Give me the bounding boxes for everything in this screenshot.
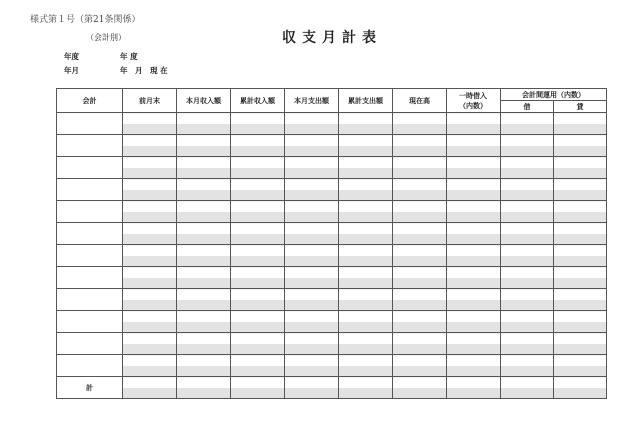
amount-cell[interactable] xyxy=(339,333,393,355)
amount-cell[interactable] xyxy=(501,157,554,179)
amount-cell[interactable] xyxy=(231,311,285,333)
col-header: 一時借入（内数） xyxy=(447,89,501,113)
amount-cell[interactable] xyxy=(339,113,393,135)
amount-cell[interactable] xyxy=(231,289,285,311)
col-header: 前月末 xyxy=(123,89,177,113)
amount-cell[interactable] xyxy=(177,289,231,311)
amount-cell[interactable] xyxy=(285,223,339,245)
amount-cell[interactable] xyxy=(447,245,501,267)
amount-cell[interactable] xyxy=(231,179,285,201)
amount-cell[interactable] xyxy=(501,113,554,135)
amount-cell[interactable] xyxy=(393,377,447,399)
amount-cell[interactable] xyxy=(447,289,501,311)
amount-cell[interactable] xyxy=(393,333,447,355)
amount-cell[interactable] xyxy=(339,355,393,377)
month-label: 年月 xyxy=(64,66,79,75)
amount-cell[interactable] xyxy=(177,157,231,179)
amount-cell[interactable] xyxy=(447,179,501,201)
table-row xyxy=(57,267,607,289)
amount-cell[interactable] xyxy=(393,245,447,267)
amount-cell[interactable] xyxy=(231,201,285,223)
amount-cell[interactable] xyxy=(339,267,393,289)
table-row xyxy=(57,333,607,355)
amount-cell[interactable] xyxy=(285,311,339,333)
page-title: 収支月計表 xyxy=(282,30,382,46)
amount-cell[interactable] xyxy=(554,355,607,377)
table-row xyxy=(57,113,607,135)
amount-cell[interactable] xyxy=(285,201,339,223)
table-row xyxy=(57,355,607,377)
monthly-balance-table xyxy=(56,88,607,399)
amount-cell[interactable] xyxy=(123,311,177,333)
col-header: 累計収入額 xyxy=(231,89,285,113)
amount-cell[interactable] xyxy=(447,267,501,289)
form-number: 様式第１号（第21条関係） xyxy=(30,15,141,25)
amount-cell[interactable] xyxy=(123,113,177,135)
amount-cell[interactable] xyxy=(393,267,447,289)
account-cell[interactable] xyxy=(57,157,123,179)
amount-cell[interactable] xyxy=(123,223,177,245)
amount-cell[interactable] xyxy=(554,113,607,135)
amount-cell[interactable] xyxy=(554,135,607,157)
table-row xyxy=(57,377,607,399)
amount-cell[interactable] xyxy=(123,267,177,289)
amount-cell[interactable] xyxy=(231,245,285,267)
amount-cell[interactable] xyxy=(123,245,177,267)
amount-cell[interactable] xyxy=(339,377,393,399)
amount-cell[interactable] xyxy=(231,113,285,135)
col-header: 本月収入額 xyxy=(177,89,231,113)
amount-cell[interactable] xyxy=(447,223,501,245)
amount-cell[interactable] xyxy=(285,377,339,399)
amount-cell[interactable] xyxy=(285,289,339,311)
amount-cell[interactable] xyxy=(393,135,447,157)
table-row xyxy=(57,311,607,333)
amount-cell[interactable] xyxy=(339,135,393,157)
table-row xyxy=(57,135,607,157)
amount-cell[interactable] xyxy=(447,311,501,333)
amount-cell[interactable] xyxy=(554,201,607,223)
amount-cell[interactable] xyxy=(447,157,501,179)
month-value: 年 月 現 在 xyxy=(120,66,168,75)
account-cell[interactable] xyxy=(57,135,123,157)
amount-cell[interactable] xyxy=(447,201,501,223)
amount-cell[interactable] xyxy=(285,267,339,289)
amount-cell[interactable] xyxy=(501,355,554,377)
amount-cell[interactable] xyxy=(501,179,554,201)
amount-cell[interactable] xyxy=(177,223,231,245)
fiscal-year-label: 年度 xyxy=(64,52,79,61)
amount-cell[interactable] xyxy=(501,245,554,267)
amount-cell[interactable] xyxy=(177,311,231,333)
amount-cell[interactable] xyxy=(554,289,607,311)
amount-cell[interactable] xyxy=(177,267,231,289)
amount-cell[interactable] xyxy=(285,355,339,377)
amount-cell[interactable] xyxy=(501,311,554,333)
amount-cell[interactable] xyxy=(393,113,447,135)
amount-cell[interactable] xyxy=(123,333,177,355)
table-row xyxy=(57,157,607,179)
amount-cell[interactable] xyxy=(554,333,607,355)
amount-cell[interactable] xyxy=(285,135,339,157)
amount-cell[interactable] xyxy=(339,289,393,311)
amount-cell[interactable] xyxy=(339,179,393,201)
amount-cell[interactable] xyxy=(554,157,607,179)
amount-cell[interactable] xyxy=(123,289,177,311)
amount-cell[interactable] xyxy=(231,135,285,157)
amount-cell[interactable] xyxy=(447,113,501,135)
group-header: 会計間運用（内数） xyxy=(501,89,607,101)
sub-header-borrow: 借 xyxy=(501,101,554,113)
amount-cell[interactable] xyxy=(123,179,177,201)
amount-cell[interactable] xyxy=(447,377,501,399)
col-header: 本月支出額 xyxy=(285,89,339,113)
amount-cell[interactable] xyxy=(177,201,231,223)
amount-cell[interactable] xyxy=(177,333,231,355)
amount-cell[interactable] xyxy=(393,311,447,333)
amount-cell[interactable] xyxy=(339,157,393,179)
amount-cell[interactable] xyxy=(123,201,177,223)
amount-cell[interactable] xyxy=(177,135,231,157)
amount-cell[interactable] xyxy=(177,113,231,135)
amount-cell[interactable] xyxy=(393,157,447,179)
amount-cell[interactable] xyxy=(123,355,177,377)
amount-cell[interactable] xyxy=(285,245,339,267)
amount-cell[interactable] xyxy=(285,179,339,201)
amount-cell[interactable] xyxy=(339,245,393,267)
amount-cell[interactable] xyxy=(231,355,285,377)
amount-cell[interactable] xyxy=(554,311,607,333)
amount-cell[interactable] xyxy=(339,201,393,223)
amount-cell[interactable] xyxy=(285,113,339,135)
amount-cell[interactable] xyxy=(339,223,393,245)
amount-cell[interactable] xyxy=(501,377,554,399)
amount-cell[interactable] xyxy=(231,267,285,289)
amount-cell[interactable] xyxy=(393,179,447,201)
table-row xyxy=(57,179,607,201)
amount-cell[interactable] xyxy=(123,377,177,399)
amount-cell[interactable] xyxy=(123,157,177,179)
account-cell[interactable] xyxy=(57,223,123,245)
amount-cell[interactable] xyxy=(285,157,339,179)
amount-cell[interactable] xyxy=(177,179,231,201)
account-cell[interactable] xyxy=(57,289,123,311)
amount-cell[interactable] xyxy=(231,157,285,179)
amount-cell[interactable] xyxy=(447,355,501,377)
fiscal-year-value: 年 度 xyxy=(120,52,138,61)
amount-cell[interactable] xyxy=(554,377,607,399)
table-row xyxy=(57,201,607,223)
amount-cell[interactable] xyxy=(339,311,393,333)
account-cell[interactable] xyxy=(57,311,123,333)
amount-cell[interactable] xyxy=(501,289,554,311)
amount-cell[interactable] xyxy=(447,333,501,355)
amount-cell[interactable] xyxy=(177,245,231,267)
amount-cell[interactable] xyxy=(501,201,554,223)
amount-cell[interactable] xyxy=(393,355,447,377)
amount-cell[interactable] xyxy=(285,333,339,355)
amount-cell[interactable] xyxy=(177,355,231,377)
subtitle: （会計別） xyxy=(86,33,126,42)
table-row xyxy=(57,223,607,245)
col-header: 現在高 xyxy=(393,89,447,113)
amount-cell[interactable] xyxy=(501,267,554,289)
amount-cell[interactable] xyxy=(447,135,501,157)
amount-cell[interactable] xyxy=(393,289,447,311)
table-row xyxy=(57,289,607,311)
account-cell[interactable] xyxy=(57,113,123,135)
account-cell[interactable] xyxy=(57,333,123,355)
amount-cell[interactable] xyxy=(231,377,285,399)
amount-cell[interactable] xyxy=(501,135,554,157)
amount-cell[interactable] xyxy=(393,201,447,223)
amount-cell[interactable] xyxy=(177,377,231,399)
amount-cell[interactable] xyxy=(501,333,554,355)
amount-cell[interactable] xyxy=(393,223,447,245)
account-cell[interactable] xyxy=(57,245,123,267)
sub-header-lend: 貸 xyxy=(554,101,607,113)
account-cell[interactable] xyxy=(57,267,123,289)
account-cell[interactable] xyxy=(57,179,123,201)
col-header: 累計支出額 xyxy=(339,89,393,113)
amount-cell[interactable] xyxy=(554,223,607,245)
account-cell[interactable] xyxy=(57,201,123,223)
amount-cell[interactable] xyxy=(554,245,607,267)
account-cell[interactable]: 計 xyxy=(57,377,123,399)
amount-cell[interactable] xyxy=(554,179,607,201)
amount-cell[interactable] xyxy=(554,267,607,289)
amount-cell[interactable] xyxy=(123,135,177,157)
amount-cell[interactable] xyxy=(231,333,285,355)
col-header: 会計 xyxy=(57,89,123,113)
account-cell[interactable] xyxy=(57,355,123,377)
amount-cell[interactable] xyxy=(231,223,285,245)
amount-cell[interactable] xyxy=(501,223,554,245)
table-row xyxy=(57,245,607,267)
